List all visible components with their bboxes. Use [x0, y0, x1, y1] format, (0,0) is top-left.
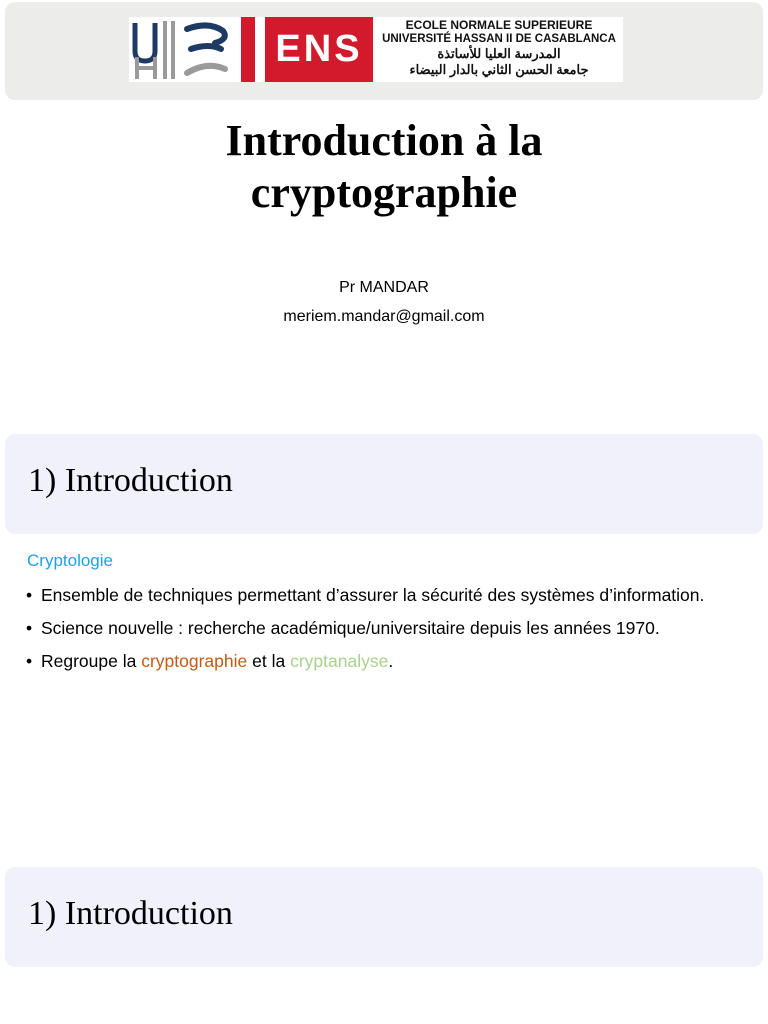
bullet-list	[26, 583, 746, 682]
institution-line-3: المدرسة العليا للأساتذة	[437, 46, 561, 61]
institution-line-4: جامعة الحسن الثاني بالدار البيضاء	[409, 62, 589, 77]
bullet-text: Ensemble de techniques permettant d’assurer la sécurité des systèmes d’information.	[41, 585, 705, 605]
page-title	[0, 115, 768, 219]
term-cryptographie: cryptographie	[141, 651, 248, 671]
bullet-text-mid: et la	[247, 651, 291, 671]
institution-name	[375, 17, 623, 82]
bullet-dot: •	[26, 651, 33, 671]
bullet-text-prefix: Regroupe la	[41, 651, 142, 671]
bullet-dot: •	[26, 585, 33, 605]
bullet-text: Science nouvelle : recherche académique/universitaire depuis les années 1970.	[41, 618, 660, 638]
author-email: meriem.mandar@gmail.com	[283, 308, 485, 325]
uh-logo-icon	[129, 17, 239, 82]
author-block	[0, 273, 768, 331]
bullet-dot: •	[26, 618, 33, 638]
bullet-text-suffix: .	[388, 651, 394, 671]
institution-line-2: UNIVERSITÉ HASSAN II DE CASABLANCA	[382, 33, 616, 45]
logo-red-bar	[241, 17, 255, 82]
subheading-cryptologie: Cryptologie	[27, 551, 113, 570]
author-name: Pr MANDAR	[339, 279, 429, 296]
section-title: 1) Introduction	[28, 895, 233, 932]
list-item	[26, 649, 746, 673]
term-cryptanalyse: cryptanalyse	[290, 651, 389, 671]
list-item	[26, 616, 746, 640]
title-line-2: cryptographie	[250, 168, 518, 217]
section-title: 1) Introduction	[28, 462, 233, 499]
title-line-1: Introduction à la	[225, 116, 543, 165]
institution-line-1: ECOLE NORMALE SUPERIEURE	[405, 18, 593, 32]
institution-logo	[129, 17, 623, 82]
list-item	[26, 583, 746, 607]
ens-label: ENS	[265, 17, 373, 82]
